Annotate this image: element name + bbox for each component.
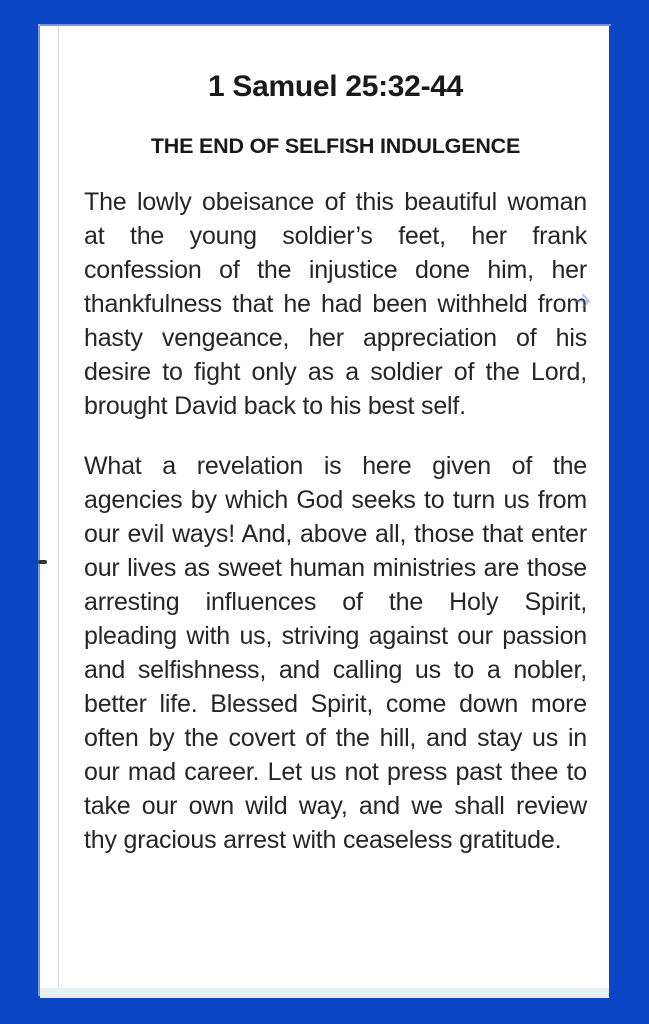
document-page bbox=[40, 26, 609, 988]
document-content bbox=[40, 26, 609, 867]
paragraph: What a revelation is here given of the agencies by which God seeks to turn us from our evil ways! And, above all, those that enter our lives as sweet human ministries are those arresting influences of the Holy Spirit, pleading with us, striving against our passion and selfishness, and calling us to a nobler, better life. Blessed Spirit, come down more often by the covert of the hill, and stay us in our mad career. Let us not press past thee to take our own wild way, and we shall review thy gracious arrest with ceaseless gratitude. bbox=[84, 452, 587, 854]
page-title: 1 Samuel 25:32-44 bbox=[207, 70, 464, 103]
paragraph: The lowly obeisance of this beautiful woman at the young soldier’s feet, her frank confession of the injustice done him, her thankfulness that he had been withheld from hasty vengeance, her appreciation of his desire to fight only as a soldier of the Lord, brought David back to his best self. bbox=[84, 188, 587, 420]
vertical-scroll-thumb[interactable] bbox=[38, 560, 47, 564]
arrow-right-icon[interactable] bbox=[569, 288, 595, 314]
document-body bbox=[84, 70, 587, 857]
page-bottom-strip bbox=[40, 988, 609, 998]
page-subtitle: THE END OF SELFISH INDULGENCE bbox=[150, 134, 521, 158]
vertical-scrollbar[interactable] bbox=[40, 26, 59, 988]
